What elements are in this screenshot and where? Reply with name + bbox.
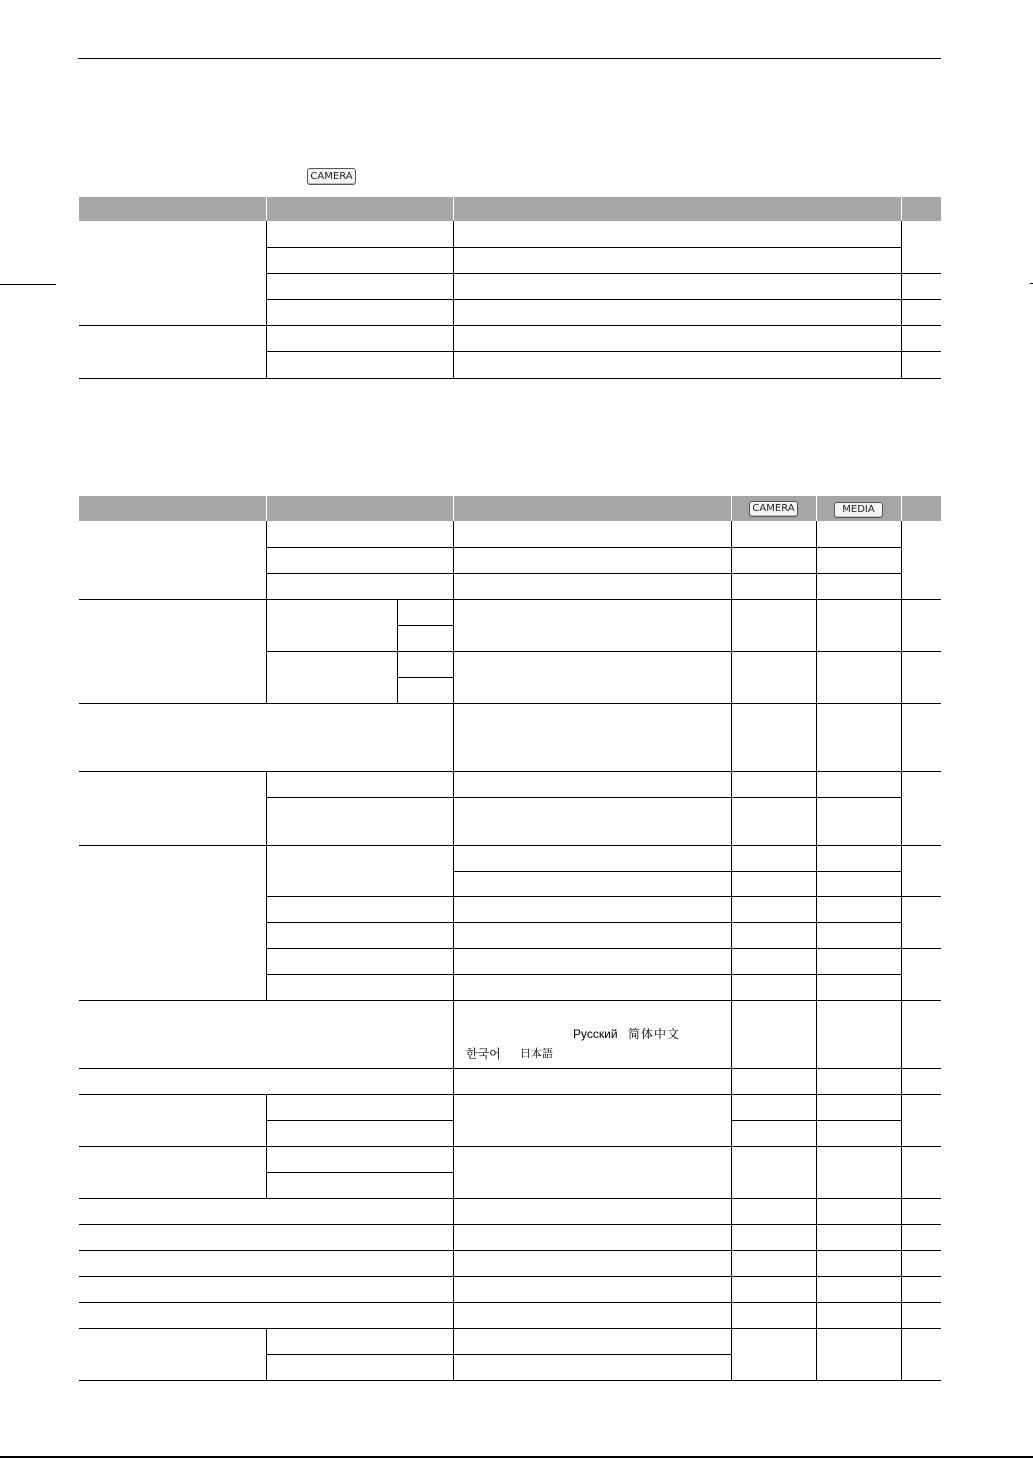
language-option-korean: 한국어	[466, 1047, 501, 1061]
footer-rule	[0, 1456, 1033, 1458]
camera-mode-icon: CAMERA	[307, 168, 356, 185]
language-option-japanese: 日本語	[520, 1047, 553, 1060]
media-mode-icon: MEDIA	[834, 502, 883, 518]
camera-mode-icon: CAMERA	[749, 501, 798, 517]
language-option-chinese-simplified: 简体中文	[628, 1027, 681, 1041]
language-option-russian: Русский	[573, 1027, 618, 1041]
